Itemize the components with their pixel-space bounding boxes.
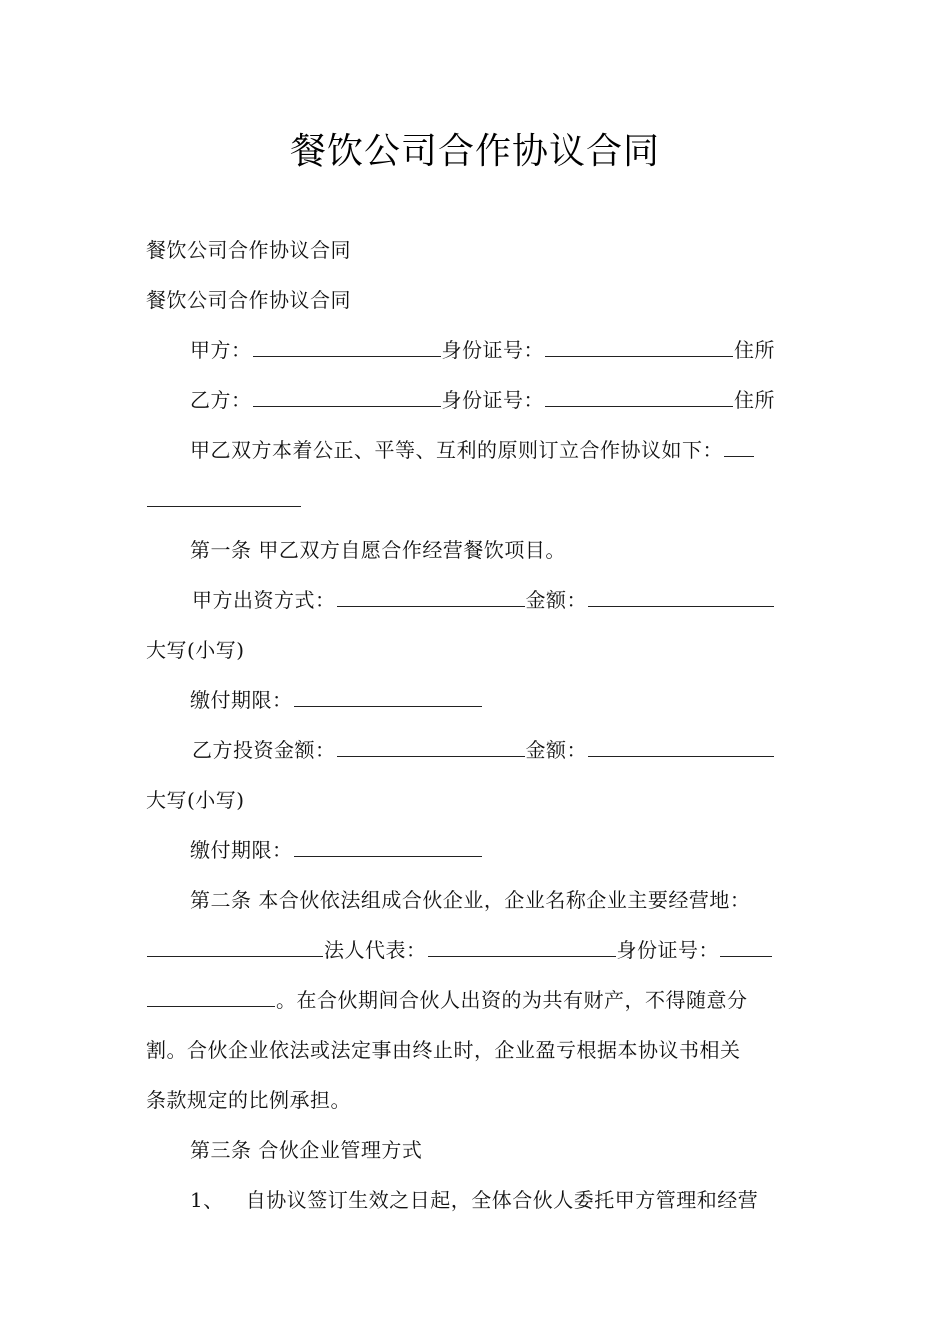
b-invest-blank <box>337 736 525 757</box>
a-invest-label: 甲方出资方式： <box>192 588 336 612</box>
heading-line-2: 餐饮公司合作协议合同 <box>146 288 351 312</box>
id-label: 身份证号： <box>441 338 544 362</box>
uppercase-note-1: 大写(小写) <box>146 638 245 662</box>
party-b-line <box>190 386 775 414</box>
document-title: 餐饮公司合作协议合同 <box>289 131 660 172</box>
party-b-investment-line <box>192 736 775 764</box>
party-a-investment-line <box>192 586 775 614</box>
b-amount-blank <box>588 736 774 757</box>
payment-term-line-2 <box>190 836 483 864</box>
legal-rep-line <box>146 936 773 964</box>
intro-line <box>190 436 755 464</box>
item-1-text: 自协议签订生效之日起，全体合伙人委托甲方管理和经营 <box>245 1188 759 1212</box>
a-amount-blank <box>588 586 774 607</box>
b-invest-label: 乙方投资金额： <box>192 738 336 762</box>
intro-text: 甲乙双方本着公正、平等、互利的原则订立合作协议如下： <box>190 438 723 462</box>
intro-blank <box>724 436 754 457</box>
party-b-label: 乙方： <box>190 388 252 412</box>
article-2-cont-2: 割。合伙企业依法或法定事由终止时，企业盈亏根据本协议书相关 <box>146 1038 741 1062</box>
article-3: 第三条 合伙企业管理方式 <box>190 1138 423 1162</box>
legal-rep-label: 法人代表： <box>324 938 427 962</box>
payment-term-line-1 <box>190 686 483 714</box>
party-a-id-blank <box>545 336 733 357</box>
intro-blank-line <box>146 486 302 514</box>
item-1-number: 1、 <box>190 1188 224 1212</box>
party-a-line <box>190 336 775 364</box>
id-label: 身份证号： <box>441 388 544 412</box>
address-label: 住所 <box>734 338 775 362</box>
payment-term-label: 缴付期限： <box>190 838 293 862</box>
amount-label: 金额： <box>525 738 587 762</box>
business-address-blank <box>147 936 323 957</box>
party-b-id-blank <box>545 386 733 407</box>
party-a-name-blank <box>253 336 441 357</box>
article-2-cont-3: 条款规定的比例承担。 <box>146 1088 351 1112</box>
party-b-name-blank <box>253 386 441 407</box>
payment-term-blank <box>294 836 482 857</box>
uppercase-note-2: 大写(小写) <box>146 788 245 812</box>
legal-rep-blank <box>428 936 616 957</box>
legal-rep-id-blank <box>720 936 772 957</box>
article-2-cont-1 <box>146 986 748 1014</box>
article-2: 第二条 本合伙依法组成合伙企业，企业名称企业主要经营地： <box>190 888 751 912</box>
a-invest-method-blank <box>337 586 525 607</box>
id-label: 身份证号： <box>616 938 719 962</box>
heading-line-1: 餐饮公司合作协议合同 <box>146 238 351 262</box>
article-3-item-1 <box>190 1186 758 1214</box>
article-2-cont-1-text: 。在合伙期间合伙人出资的为共有财产，不得随意分 <box>276 988 748 1012</box>
payment-term-blank <box>294 686 482 707</box>
address-label: 住所 <box>734 388 775 412</box>
legal-rep-id-blank-cont <box>147 986 275 1007</box>
party-a-label: 甲方： <box>190 338 252 362</box>
intro-blank-cont <box>147 486 301 507</box>
article-1: 第一条 甲乙双方自愿合作经营餐饮项目。 <box>190 538 566 562</box>
payment-term-label: 缴付期限： <box>190 688 293 712</box>
amount-label: 金额： <box>525 588 587 612</box>
